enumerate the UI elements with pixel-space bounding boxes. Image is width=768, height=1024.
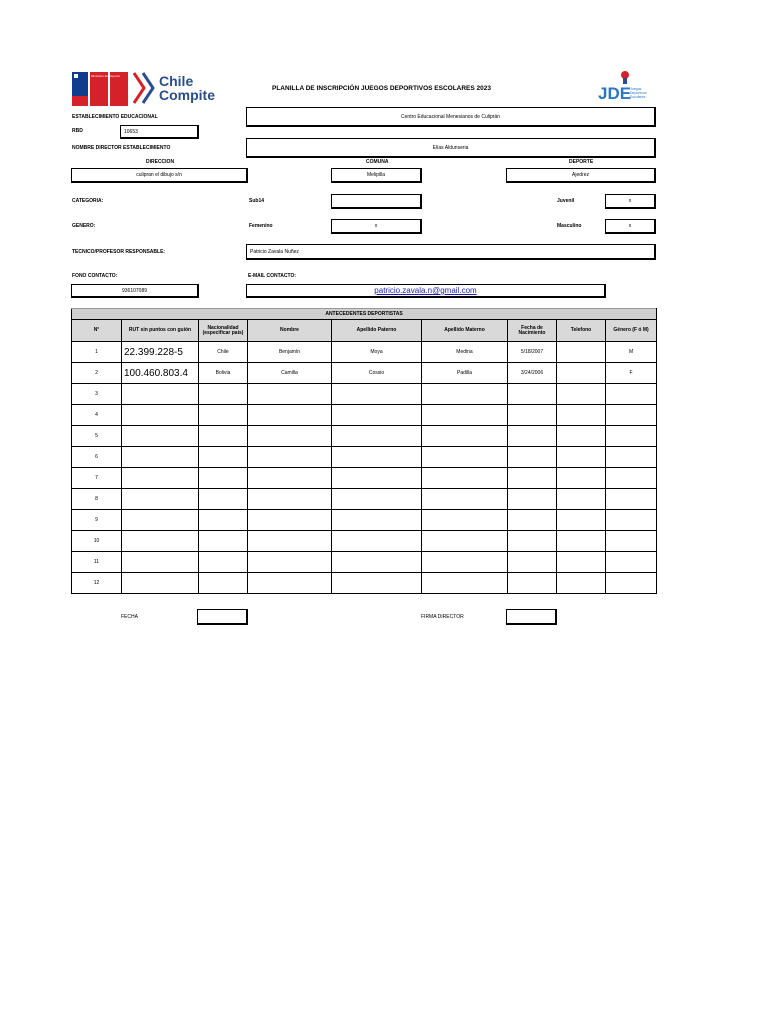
cell-fecha-nacimiento[interactable] — [508, 468, 557, 489]
direccion-label: DIRECCION — [146, 159, 175, 165]
cell-nombre[interactable] — [248, 573, 332, 594]
cell-n: 9 — [72, 510, 122, 531]
rbd-label: RBD — [72, 128, 83, 134]
cell-telefono[interactable] — [557, 552, 606, 573]
sub14-field[interactable] — [331, 194, 422, 209]
cell-apellido-materno[interactable] — [422, 510, 508, 531]
genero-label: GENERO: — [72, 223, 96, 229]
cell-apellido-materno[interactable] — [422, 468, 508, 489]
table-row — [72, 531, 657, 552]
cell-fecha-nacimiento[interactable] — [508, 531, 557, 552]
jde-logo — [598, 70, 660, 106]
juvenil-field[interactable]: x — [605, 194, 656, 209]
cell-n: 11 — [72, 552, 122, 573]
cell-nacionalidad[interactable] — [199, 468, 248, 489]
cell-genero[interactable] — [606, 468, 657, 489]
chevron-arrows-icon — [132, 71, 158, 105]
cell-telefono[interactable] — [557, 405, 606, 426]
cell-nacionalidad[interactable] — [199, 531, 248, 552]
cell-nombre[interactable] — [248, 447, 332, 468]
cell-nombre[interactable] — [248, 510, 332, 531]
table-row — [72, 384, 657, 405]
cell-rut[interactable]: 100.460.803.4 — [122, 363, 199, 384]
sub14-label: Sub14 — [249, 198, 265, 204]
cell-apellido-paterno[interactable]: Cossio — [332, 363, 422, 384]
cell-rut[interactable] — [122, 489, 199, 510]
fono-label: FONO CONTACTO: — [72, 273, 118, 279]
comuna-label: COMUNA — [366, 159, 389, 165]
cell-rut[interactable] — [122, 468, 199, 489]
cell-apellido-materno[interactable]: Padilla — [422, 363, 508, 384]
cell-apellido-paterno[interactable]: Moya — [332, 342, 422, 363]
fecha-label: FECHA — [121, 614, 138, 620]
cell-n: 4 — [72, 405, 122, 426]
cell-genero[interactable] — [606, 426, 657, 447]
tecnico-field[interactable]: Patricio Zavala Nuñez — [246, 244, 656, 260]
email-field[interactable] — [246, 284, 606, 298]
table-title: ANTECEDENTES DEPORTISTAS — [72, 309, 657, 320]
rbd-field[interactable]: 10653 — [120, 125, 199, 139]
cell-telefono[interactable] — [557, 531, 606, 552]
cell-genero[interactable]: M — [606, 342, 657, 363]
cell-apellido-materno[interactable] — [422, 426, 508, 447]
header-rut: RUT sin puntos con guión — [122, 320, 199, 342]
cell-apellido-paterno[interactable] — [332, 405, 422, 426]
cell-apellido-materno[interactable] — [422, 384, 508, 405]
juvenil-label: Juvenil — [557, 198, 575, 204]
categoria-label: CATEGORIA: — [72, 198, 104, 204]
table-row — [72, 342, 657, 363]
cell-apellido-materno[interactable] — [422, 447, 508, 468]
firma-label: FIRMA DIRECTOR — [421, 614, 464, 620]
cell-apellido-paterno[interactable] — [332, 489, 422, 510]
cell-apellido-materno[interactable] — [422, 531, 508, 552]
cell-rut[interactable] — [122, 384, 199, 405]
cell-telefono[interactable] — [557, 342, 606, 363]
cell-fecha-nacimiento[interactable] — [508, 384, 557, 405]
government-logo — [72, 72, 128, 106]
chile-text: Chile — [159, 73, 194, 89]
cell-genero[interactable] — [606, 447, 657, 468]
cell-apellido-paterno[interactable] — [332, 510, 422, 531]
cell-genero[interactable] — [606, 510, 657, 531]
cell-n: 3 — [72, 384, 122, 405]
header-genero: Género (F ó M) — [606, 320, 657, 342]
cell-n: 10 — [72, 531, 122, 552]
torch-icon — [618, 70, 632, 84]
firma-field[interactable] — [506, 609, 557, 625]
deporte-label: DEPORTE — [569, 159, 594, 165]
email-link[interactable]: patricio.zavala.n@gmail.com — [374, 286, 477, 295]
direccion-field[interactable]: culipran el dibujo s/n — [71, 168, 248, 183]
cell-apellido-paterno[interactable] — [332, 426, 422, 447]
cell-n: 5 — [72, 426, 122, 447]
cell-genero[interactable] — [606, 489, 657, 510]
femenino-field[interactable]: x — [331, 219, 422, 234]
establecimiento-field[interactable]: Centro Educacional Menesianos de Culiprán — [246, 107, 656, 127]
table-row — [72, 363, 657, 384]
table-row — [72, 405, 657, 426]
cell-fecha-nacimiento[interactable]: 5/18/2007 — [508, 342, 557, 363]
jde-subtitle: Juegos Deportivos Escolares — [630, 87, 647, 99]
cell-n: 6 — [72, 447, 122, 468]
deporte-field[interactable]: Ajedrez — [506, 168, 656, 183]
cell-n: 8 — [72, 489, 122, 510]
cell-apellido-materno[interactable] — [422, 405, 508, 426]
cell-apellido-materno[interactable]: Medina — [422, 342, 508, 363]
cell-telefono[interactable] — [557, 510, 606, 531]
cell-fecha-nacimiento[interactable]: 3/24/2006 — [508, 363, 557, 384]
cell-nacionalidad[interactable] — [199, 489, 248, 510]
header-fecha-nacimiento: Fecha de Nacimiento — [508, 320, 557, 342]
cell-telefono[interactable] — [557, 468, 606, 489]
cell-nombre[interactable] — [248, 552, 332, 573]
cell-apellido-paterno[interactable] — [332, 468, 422, 489]
cell-genero[interactable]: F — [606, 363, 657, 384]
cell-apellido-paterno[interactable] — [332, 384, 422, 405]
cell-fecha-nacimiento[interactable] — [508, 489, 557, 510]
cell-nombre[interactable] — [248, 489, 332, 510]
cell-apellido-paterno[interactable] — [332, 447, 422, 468]
cell-nombre[interactable] — [248, 384, 332, 405]
tecnico-label: TECNICO/PROFESOR RESPONSABLE: — [72, 249, 166, 255]
table-row — [72, 468, 657, 489]
cell-rut[interactable] — [122, 405, 199, 426]
cell-nombre[interactable]: Benjamín — [248, 342, 332, 363]
cell-nombre[interactable] — [248, 531, 332, 552]
cell-genero[interactable] — [606, 573, 657, 594]
cell-apellido-paterno[interactable] — [332, 552, 422, 573]
cell-rut[interactable]: 22.399.228-5 — [122, 342, 199, 363]
cell-fecha-nacimiento[interactable] — [508, 573, 557, 594]
email-label: E-MAIL CONTACTO: — [248, 273, 297, 279]
cell-nacionalidad[interactable]: Bolivia — [199, 363, 248, 384]
cell-nombre[interactable]: Camilla — [248, 363, 332, 384]
deportistas-table — [71, 308, 657, 594]
cell-telefono[interactable] — [557, 573, 606, 594]
cell-nacionalidad[interactable] — [199, 447, 248, 468]
header-telefono: Telefono — [557, 320, 606, 342]
cell-apellido-materno[interactable] — [422, 552, 508, 573]
cell-telefono[interactable] — [557, 363, 606, 384]
jde-text: JDE — [598, 84, 632, 103]
cell-telefono[interactable] — [557, 384, 606, 405]
cell-telefono[interactable] — [557, 489, 606, 510]
cell-telefono[interactable] — [557, 447, 606, 468]
cell-nombre[interactable] — [248, 468, 332, 489]
cell-rut[interactable] — [122, 510, 199, 531]
table-row — [72, 447, 657, 468]
cell-genero[interactable] — [606, 552, 657, 573]
masculino-field[interactable]: x — [605, 219, 656, 234]
cell-n: 2 — [72, 363, 122, 384]
cell-rut[interactable] — [122, 447, 199, 468]
header-apellido-materno: Apellido Materno — [422, 320, 508, 342]
table-row — [72, 510, 657, 531]
cell-apellido-paterno[interactable] — [332, 573, 422, 594]
establecimiento-label: ESTABLECIMIENTO EDUCACIONAL — [72, 114, 158, 120]
cell-apellido-materno[interactable] — [422, 489, 508, 510]
cell-nacionalidad[interactable] — [199, 573, 248, 594]
cell-rut[interactable] — [122, 531, 199, 552]
compite-text: Compite — [159, 87, 215, 103]
cell-rut[interactable] — [122, 552, 199, 573]
cell-nombre[interactable] — [248, 426, 332, 447]
cell-apellido-materno[interactable] — [422, 573, 508, 594]
cell-n: 7 — [72, 468, 122, 489]
cell-nacionalidad[interactable] — [199, 384, 248, 405]
masculino-label: Masculino — [557, 223, 582, 229]
cell-nombre[interactable] — [248, 405, 332, 426]
cell-fecha-nacimiento[interactable] — [508, 405, 557, 426]
cell-telefono[interactable] — [557, 426, 606, 447]
fono-field[interactable]: 936107089 — [71, 284, 199, 298]
cell-n: 1 — [72, 342, 122, 363]
cell-fecha-nacimiento[interactable] — [508, 447, 557, 468]
header-nombre: Nombre — [248, 320, 332, 342]
director-label: NOMBRE DIRECTOR ESTABLECIMIENTO — [72, 145, 171, 151]
cell-genero[interactable] — [606, 531, 657, 552]
director-field[interactable]: Elías Aldunseria — [246, 138, 656, 158]
table-row — [72, 489, 657, 510]
table-row — [72, 426, 657, 447]
comuna-field[interactable]: Melipilla — [331, 168, 422, 183]
header-apellido-paterno: Apellido Paterno — [332, 320, 422, 342]
cell-apellido-paterno[interactable] — [332, 531, 422, 552]
cell-nacionalidad[interactable] — [199, 552, 248, 573]
femenino-label: Femenino — [249, 223, 273, 229]
chile-compite-logo — [132, 70, 215, 106]
cell-nacionalidad[interactable] — [199, 426, 248, 447]
cell-nacionalidad[interactable]: Chile — [199, 342, 248, 363]
cell-n: 12 — [72, 573, 122, 594]
table-header-row — [72, 320, 657, 342]
header-n: N° — [72, 320, 122, 342]
cell-fecha-nacimiento[interactable] — [508, 426, 557, 447]
cell-nacionalidad[interactable] — [199, 510, 248, 531]
cell-rut[interactable] — [122, 426, 199, 447]
government-logo-text: Ministerio del Deporte — [91, 74, 121, 78]
cell-fecha-nacimiento[interactable] — [508, 552, 557, 573]
page-title: PLANILLA DE INSCRIPCIÓN JUEGOS DEPORTIVOS ESCOLARES 2023 — [272, 85, 491, 92]
cell-fecha-nacimiento[interactable] — [508, 510, 557, 531]
cell-rut[interactable] — [122, 573, 199, 594]
table-row — [72, 573, 657, 594]
table-row — [72, 552, 657, 573]
cell-genero[interactable] — [606, 384, 657, 405]
cell-nacionalidad[interactable] — [199, 405, 248, 426]
cell-genero[interactable] — [606, 405, 657, 426]
fecha-field[interactable] — [197, 609, 248, 625]
header-nacionalidad: Nacionalidad (especificar país) — [199, 320, 248, 342]
